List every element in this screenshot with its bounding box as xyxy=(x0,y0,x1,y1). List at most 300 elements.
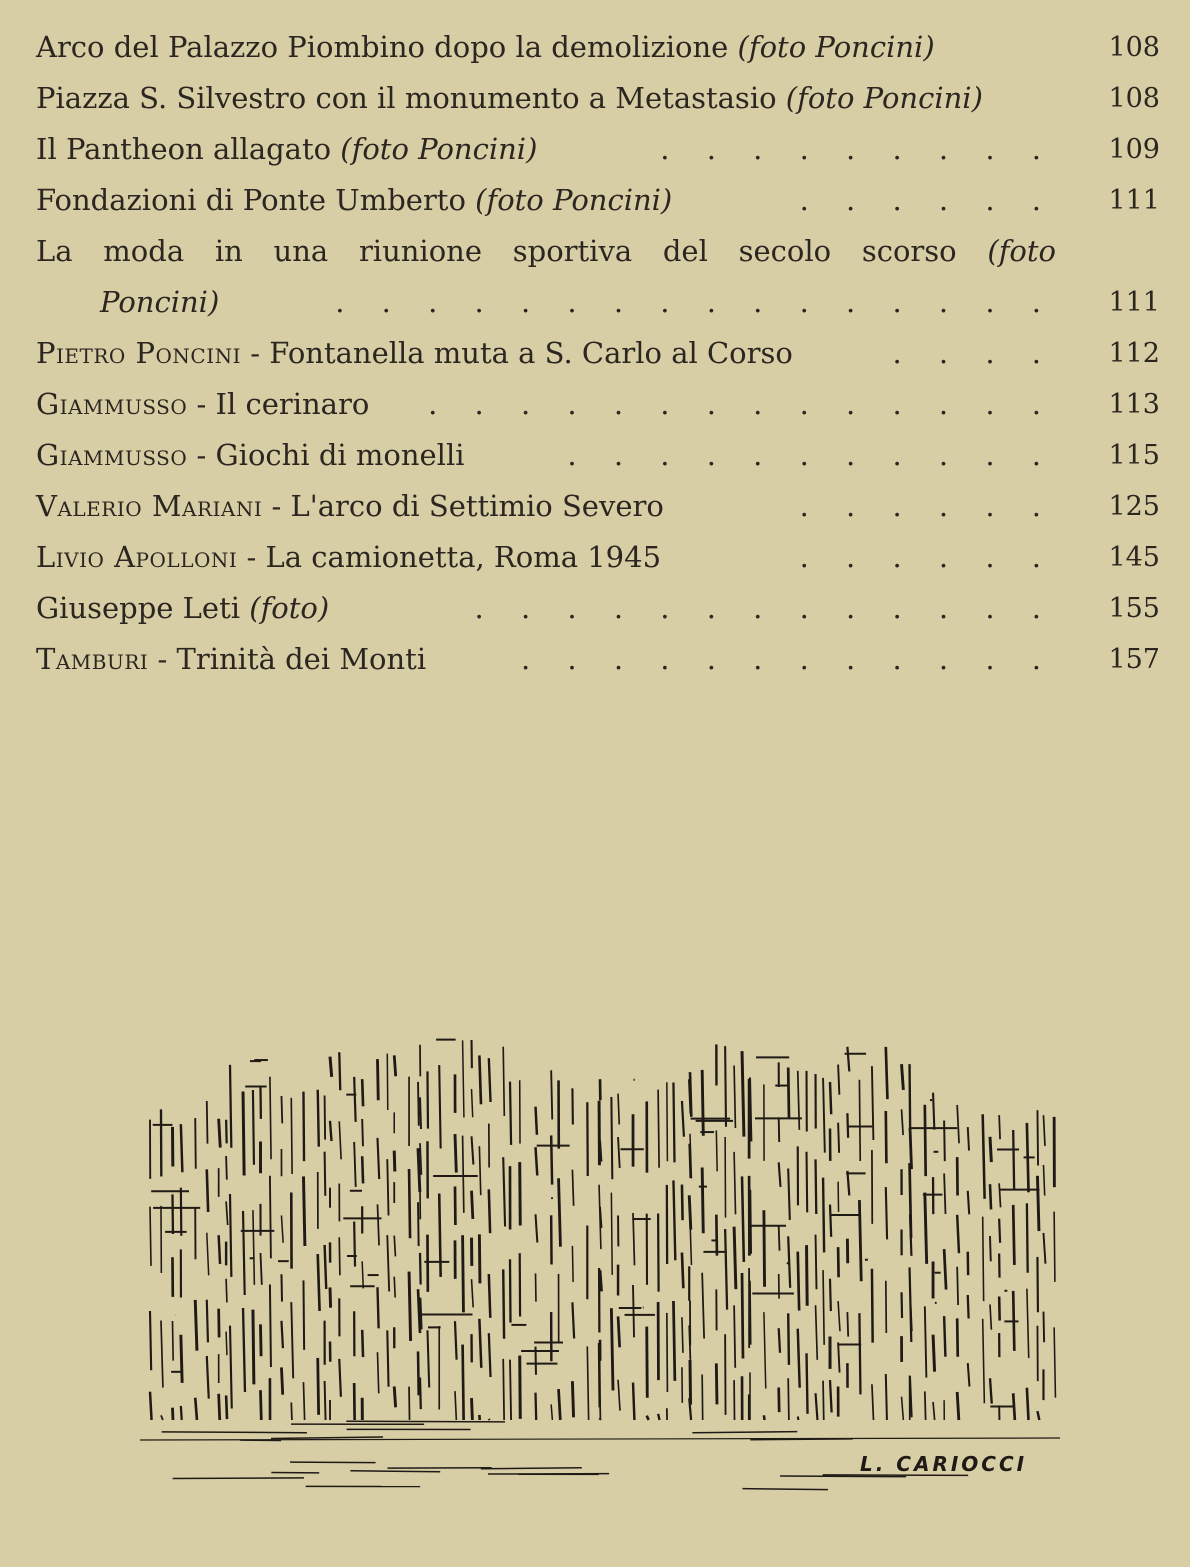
sketch-stroke xyxy=(479,1319,481,1368)
sketch-stroke xyxy=(1037,1176,1039,1231)
sketch-stroke xyxy=(872,1269,873,1343)
sketch-stroke xyxy=(489,1189,490,1233)
entry-text xyxy=(36,430,465,481)
page-number: 111 xyxy=(1108,287,1160,318)
sketch-stroke xyxy=(816,1159,817,1214)
sketch-stroke xyxy=(1027,1289,1029,1358)
entry-text xyxy=(36,226,1056,277)
entry-text xyxy=(36,583,329,634)
sketch-stroke xyxy=(510,1082,511,1145)
sketch-stroke xyxy=(990,1236,991,1261)
sketch-stroke xyxy=(481,1468,582,1469)
sketch-stroke xyxy=(750,1190,751,1254)
sketch-stroke xyxy=(611,1308,613,1390)
sketch-stroke xyxy=(983,1319,985,1403)
sketch-stroke xyxy=(281,1096,282,1123)
sketch-stroke xyxy=(318,1090,319,1147)
sketch-stroke xyxy=(742,1489,827,1490)
sketch-stroke xyxy=(823,1078,825,1153)
sketch-stroke xyxy=(207,1101,208,1144)
entry-note: (foto Poncini) xyxy=(785,81,983,115)
sketch-stroke xyxy=(270,1077,271,1160)
sketch-stroke xyxy=(291,1098,292,1174)
sketch-stroke xyxy=(658,1090,659,1168)
page-number: 113 xyxy=(1108,389,1160,420)
sketch-stroke xyxy=(925,1193,927,1264)
sketch-stroke xyxy=(230,1065,231,1148)
toc-entry xyxy=(0,73,1190,124)
sketch-stroke xyxy=(957,1318,958,1356)
entry-author: Valerio Mariani xyxy=(36,489,263,523)
entry-text xyxy=(36,124,537,175)
sketch-stroke xyxy=(702,1374,703,1420)
sketch-stroke xyxy=(377,1138,379,1179)
sketch-stroke xyxy=(968,1363,970,1387)
page-number: 155 xyxy=(1108,593,1160,624)
leader-dots: . . . . . . xyxy=(799,540,1055,574)
sketch-stroke xyxy=(618,1380,620,1411)
rome-cityscape-sketch xyxy=(130,1020,1070,1500)
sketch-stroke xyxy=(872,1384,874,1420)
sketch-stroke xyxy=(377,1287,378,1328)
sketch-stroke xyxy=(172,1321,173,1361)
leader-dots: . . . . . . . . . . . . . xyxy=(474,591,1055,625)
sketch-stroke xyxy=(933,1335,935,1372)
page-number: 145 xyxy=(1108,542,1160,573)
sketch-stroke xyxy=(207,1169,208,1212)
sketch-stroke xyxy=(409,1272,411,1341)
sketch-stroke xyxy=(339,1237,340,1275)
sketch-stroke xyxy=(219,1394,220,1420)
sketch-stroke xyxy=(725,1229,727,1310)
sketch-stroke xyxy=(489,1419,490,1420)
sketch-stroke xyxy=(816,1235,817,1290)
sketch-stroke xyxy=(750,1077,751,1141)
entry-title: - Trinità dei Monti xyxy=(148,642,427,676)
sketch-stroke xyxy=(377,1059,378,1100)
sketch-stroke xyxy=(226,1332,227,1356)
sketch-stroke xyxy=(207,1300,208,1343)
sketch-stroke xyxy=(999,1296,1000,1320)
entry-author: Giammusso xyxy=(36,387,188,421)
sketch-stroke xyxy=(362,1119,363,1146)
entry-title: Fondazioni di Ponte Umberto xyxy=(36,183,476,217)
sketch-stroke xyxy=(230,1194,231,1277)
sketch-stroke xyxy=(362,1156,363,1183)
sketch-stroke xyxy=(690,1360,691,1405)
sketch-stroke xyxy=(734,1305,735,1367)
sketch-stroke xyxy=(219,1235,220,1264)
sketch-stroke xyxy=(830,1205,831,1237)
sketch-stroke xyxy=(346,1421,505,1422)
sketch-stroke xyxy=(667,1082,668,1161)
sketch-stroke xyxy=(1027,1203,1028,1272)
sketch-stroke xyxy=(303,1176,304,1246)
sketch-stroke xyxy=(742,1176,744,1261)
sketch-stroke xyxy=(925,1391,926,1420)
sketch-stroke xyxy=(1043,1233,1045,1264)
sketch-stroke xyxy=(439,1193,440,1276)
sketch-stroke xyxy=(394,1055,395,1076)
sketch-stroke xyxy=(420,1298,421,1330)
sketch-stroke xyxy=(303,1092,304,1162)
toc-entry xyxy=(0,583,1190,634)
sketch-stroke xyxy=(600,1140,601,1161)
sketch-stroke xyxy=(418,1202,419,1246)
toc-entry xyxy=(0,328,1190,379)
sketch-stroke xyxy=(618,1137,620,1168)
entry-title: - Giochi di monelli xyxy=(187,438,465,472)
sketch-stroke xyxy=(150,1207,151,1266)
entry-text xyxy=(36,481,664,532)
sketch-stroke xyxy=(489,1333,491,1377)
sketch-stroke xyxy=(1054,1327,1055,1397)
sketch-stroke xyxy=(902,1397,904,1420)
entry-text xyxy=(100,277,219,328)
sketch-stroke xyxy=(330,1121,332,1141)
sketch-stroke xyxy=(673,1082,674,1162)
sketch-stroke xyxy=(788,1068,789,1119)
sketch-stroke xyxy=(387,1330,388,1386)
sketch-stroke xyxy=(150,1392,152,1420)
sketch-stroke xyxy=(387,1159,388,1215)
sketch-stroke xyxy=(325,1381,326,1420)
sketch-stroke xyxy=(983,1114,985,1198)
sketch-stroke xyxy=(455,1391,456,1420)
toc-entry xyxy=(0,532,1190,583)
sketch-stroke xyxy=(673,1301,674,1381)
sketch-stroke xyxy=(682,1101,684,1137)
sketch-stroke xyxy=(350,1471,440,1472)
entry-text xyxy=(36,73,983,124)
sketch-stroke xyxy=(788,1378,789,1420)
sketch-stroke xyxy=(362,1079,363,1106)
sketch-stroke xyxy=(472,1398,473,1420)
sketch-stroke xyxy=(910,1128,912,1169)
sketch-stroke xyxy=(551,1135,552,1184)
sketch-stroke xyxy=(325,1152,326,1196)
sketch-stroke xyxy=(886,1187,887,1239)
artist-signature: L. CARIOCCI xyxy=(860,1452,1028,1476)
sketch-stroke xyxy=(886,1047,888,1099)
sketch-stroke xyxy=(872,1066,873,1140)
sketch-stroke xyxy=(1027,1388,1029,1420)
sketch-stroke xyxy=(1054,1212,1055,1282)
entry-note: (foto Poncini) xyxy=(340,132,538,166)
sketch-stroke xyxy=(902,1292,903,1318)
toc-entry xyxy=(0,226,1190,277)
sketch-stroke xyxy=(472,1191,473,1219)
sketch-stroke xyxy=(647,1327,648,1398)
sketch-stroke xyxy=(472,1136,474,1164)
sketch-stroke xyxy=(1043,1165,1044,1196)
sketch-stroke xyxy=(472,1279,474,1307)
sketch-stroke xyxy=(725,1046,726,1127)
toc-entry xyxy=(0,277,1190,328)
sketch-stroke xyxy=(394,1277,395,1298)
leader-dots: . . . . . . . . . . . xyxy=(567,438,1055,472)
sketch-stroke xyxy=(690,1072,691,1117)
sketch-stroke xyxy=(957,1105,959,1143)
sketch-stroke xyxy=(195,1398,197,1420)
sketch-stroke xyxy=(667,1313,668,1392)
sketch-stroke xyxy=(990,1304,991,1329)
sketch-stroke xyxy=(291,1402,292,1420)
page-number: 115 xyxy=(1108,440,1160,471)
sketch-stroke xyxy=(226,1201,228,1225)
sketch-stroke xyxy=(847,1113,848,1138)
sketch-stroke xyxy=(983,1217,984,1301)
sketch-stroke xyxy=(886,1281,887,1333)
sketch-stroke xyxy=(290,1462,376,1463)
toc-entry xyxy=(0,634,1190,685)
sketch-stroke xyxy=(886,1111,887,1163)
sketch-stroke xyxy=(420,1377,421,1409)
sketch-stroke xyxy=(270,1176,271,1259)
page-number: 125 xyxy=(1108,491,1160,522)
sketch-stroke xyxy=(377,1204,379,1245)
entry-title: - L'arco di Settimio Severo xyxy=(262,489,664,523)
sketch-stroke xyxy=(910,1215,911,1256)
sketch-stroke xyxy=(1013,1130,1014,1190)
sketch-stroke xyxy=(226,1156,227,1180)
leader-dots: . . . . . . . . . . . . . . . . xyxy=(335,285,1055,319)
entry-title: Giuseppe Leti xyxy=(36,591,250,625)
sketch-stroke xyxy=(536,1147,538,1175)
entry-text xyxy=(36,175,672,226)
sketch-stroke xyxy=(647,1416,649,1420)
sketch-stroke xyxy=(330,1287,331,1307)
sketch-stroke xyxy=(859,1080,860,1161)
sketch-stroke xyxy=(503,1157,505,1226)
sketch-stroke xyxy=(957,1392,959,1420)
sketch-stroke xyxy=(957,1215,959,1253)
sketch-stroke xyxy=(455,1134,456,1173)
sketch-stroke xyxy=(933,1093,934,1130)
sketch-stroke xyxy=(830,1082,831,1114)
sketch-stroke xyxy=(260,1390,261,1420)
sketch-stroke xyxy=(910,1064,911,1139)
sketch-stroke xyxy=(394,1386,395,1407)
page-number: 112 xyxy=(1108,338,1160,369)
sketch-stroke xyxy=(207,1356,209,1399)
toc-entry xyxy=(0,481,1190,532)
sketch-stroke xyxy=(764,1210,765,1286)
sketch-stroke xyxy=(990,1137,991,1162)
sketch-stroke xyxy=(253,1310,254,1385)
sketch-stroke xyxy=(847,1047,849,1072)
sketch-stroke xyxy=(195,1118,196,1169)
sketch-stroke xyxy=(161,1415,163,1420)
sketch-stroke xyxy=(303,1280,304,1350)
sketch-stroke xyxy=(181,1335,182,1383)
sketch-stroke xyxy=(968,1295,969,1319)
sketch-stroke xyxy=(271,1437,383,1438)
sketch-stroke xyxy=(354,1077,355,1122)
leader-dots: . . . . . . xyxy=(799,183,1055,217)
sketch-stroke xyxy=(798,1329,800,1388)
sketch-stroke xyxy=(611,1097,612,1179)
page-number: 157 xyxy=(1108,644,1160,675)
sketch-stroke xyxy=(551,1070,552,1119)
toc-entry xyxy=(0,175,1190,226)
leader-dots: . . . . . . . . . . . . xyxy=(520,642,1055,676)
sketch-stroke xyxy=(572,1381,573,1417)
sketch-stroke xyxy=(830,1279,831,1311)
sketch-stroke xyxy=(673,1180,675,1260)
sketch-stroke xyxy=(394,1236,395,1257)
sketch-stroke xyxy=(618,1094,619,1125)
sketch-stroke xyxy=(944,1316,945,1357)
sketch-stroke xyxy=(859,1200,861,1281)
sketch-stroke xyxy=(418,1351,419,1395)
sketch-stroke xyxy=(559,1389,561,1420)
sketch-stroke xyxy=(838,1065,839,1095)
sketch-stroke xyxy=(520,1356,521,1419)
sketch-stroke xyxy=(551,1404,552,1420)
sketch-stroke xyxy=(1043,1312,1044,1343)
sketch-stroke xyxy=(788,1168,790,1219)
sketch-stroke xyxy=(779,1162,781,1187)
entry-title: Arco del Palazzo Piombino dopo la demolizione xyxy=(36,30,738,64)
sketch-stroke xyxy=(944,1173,945,1214)
entry-note: (foto) xyxy=(249,591,330,625)
sketch-stroke xyxy=(354,1142,356,1187)
sketch-stroke xyxy=(742,1051,744,1136)
entry-text xyxy=(36,634,426,685)
sketch-stroke xyxy=(536,1107,537,1135)
sketch-stroke xyxy=(330,1057,332,1077)
sketch-stroke xyxy=(1037,1110,1038,1165)
sketch-stroke xyxy=(243,1211,245,1295)
toc-entry xyxy=(0,379,1190,430)
sketch-stroke xyxy=(1043,1115,1045,1146)
sketch-stroke xyxy=(798,1252,799,1311)
sketch-stroke xyxy=(354,1222,355,1267)
page-number: 111 xyxy=(1108,185,1160,216)
sketch-stroke xyxy=(716,1215,717,1256)
sketch-stroke xyxy=(764,1415,765,1420)
sketch-stroke xyxy=(572,1246,573,1282)
sketch-stroke xyxy=(999,1115,1000,1139)
sketch-stroke xyxy=(633,1285,634,1337)
sketch-stroke xyxy=(823,1270,824,1345)
sketch-stroke xyxy=(816,1305,818,1360)
sketch-stroke xyxy=(798,1071,800,1130)
sketch-stroke xyxy=(339,1052,340,1090)
sketch-stroke xyxy=(702,1070,703,1136)
sketch-stroke xyxy=(847,1171,849,1196)
sketch-stroke xyxy=(226,1395,227,1419)
entry-text xyxy=(36,328,793,379)
page-number: 109 xyxy=(1108,134,1160,165)
sketch-stroke xyxy=(716,1130,717,1171)
entry-text xyxy=(36,379,369,430)
sketch-stroke xyxy=(489,1274,490,1318)
sketch-stroke xyxy=(944,1249,946,1290)
sketch-stroke xyxy=(838,1342,839,1372)
sketch-stroke xyxy=(823,1178,824,1253)
toc-entry xyxy=(0,430,1190,481)
sketch-stroke xyxy=(503,1359,504,1420)
sketch-stroke xyxy=(377,1352,378,1393)
sketch-stroke xyxy=(572,1302,574,1338)
sketch-stroke xyxy=(226,1279,227,1303)
sketch-stroke xyxy=(990,1378,992,1403)
sketch-stroke xyxy=(318,1254,320,1311)
sketch-stroke xyxy=(788,1236,790,1287)
entry-title: La moda in una riunione sportiva del secolo scorso xyxy=(36,234,988,268)
sketch-stroke xyxy=(253,1210,254,1285)
leader-dots: . . . . . . xyxy=(799,489,1055,523)
table-of-illustrations xyxy=(0,22,1190,685)
sketch-stroke xyxy=(716,1363,717,1404)
sketch-stroke xyxy=(394,1151,395,1172)
sketch-stroke xyxy=(260,1324,261,1356)
sketch-stroke xyxy=(968,1191,969,1215)
entry-author: Giammusso xyxy=(36,438,188,472)
sketch-stroke xyxy=(1037,1411,1039,1420)
sketch-stroke xyxy=(243,1091,244,1175)
sketch-stroke xyxy=(303,1382,304,1420)
sketch-stroke xyxy=(260,1253,261,1285)
sketch-stroke xyxy=(181,1406,182,1420)
sketch-stroke xyxy=(859,1313,860,1394)
sketch-stroke xyxy=(503,1269,504,1338)
sketch-stroke xyxy=(572,1170,573,1206)
sketch-stroke xyxy=(362,1330,363,1357)
entry-text xyxy=(36,532,661,583)
sketch-stroke xyxy=(463,1040,464,1117)
sketch-stroke xyxy=(230,1326,232,1409)
sketch-stroke xyxy=(420,1253,421,1285)
sketch-stroke xyxy=(823,1381,824,1420)
sketch-stroke xyxy=(325,1245,327,1289)
sketch-stroke xyxy=(682,1253,683,1289)
entry-author: Pietro Poncini xyxy=(36,336,242,370)
sketch-stroke xyxy=(779,1226,780,1251)
sketch-stroke xyxy=(1013,1205,1014,1265)
sketch-stroke xyxy=(503,1047,504,1116)
sketch-stroke xyxy=(455,1321,457,1360)
sketch-stroke xyxy=(463,1136,464,1213)
sketch-stroke xyxy=(387,1235,389,1291)
sketch-stroke xyxy=(779,1328,780,1353)
sketch-stroke xyxy=(600,1270,601,1291)
sketch-stroke xyxy=(957,1267,958,1305)
sketch-stroke xyxy=(162,1432,307,1433)
entry-note: (foto xyxy=(987,234,1056,268)
sketch-stroke xyxy=(281,1321,282,1348)
sketch-stroke xyxy=(682,1317,683,1353)
sketch-stroke xyxy=(764,1312,766,1388)
entry-title: - Il cerinaro xyxy=(187,387,370,421)
sketch-stroke xyxy=(816,1393,818,1420)
sketch-stroke xyxy=(902,1109,904,1135)
leader-dots: . . . . . . . . . . . . . . xyxy=(428,387,1055,421)
sketch-stroke xyxy=(463,1235,464,1312)
sketch-stroke xyxy=(798,1416,799,1420)
sketch-stroke xyxy=(999,1219,1000,1243)
sketch-stroke xyxy=(780,1476,906,1477)
entry-author: Livio Apolloni xyxy=(36,540,238,574)
sketch-stroke xyxy=(807,1245,808,1306)
entry-title: Piazza S. Silvestro con il monumento a Metastasio xyxy=(36,81,786,115)
sketch-stroke xyxy=(281,1215,283,1242)
sketch-stroke xyxy=(658,1414,659,1420)
sketch-stroke xyxy=(999,1183,1000,1207)
sketch-stroke xyxy=(807,1353,808,1414)
